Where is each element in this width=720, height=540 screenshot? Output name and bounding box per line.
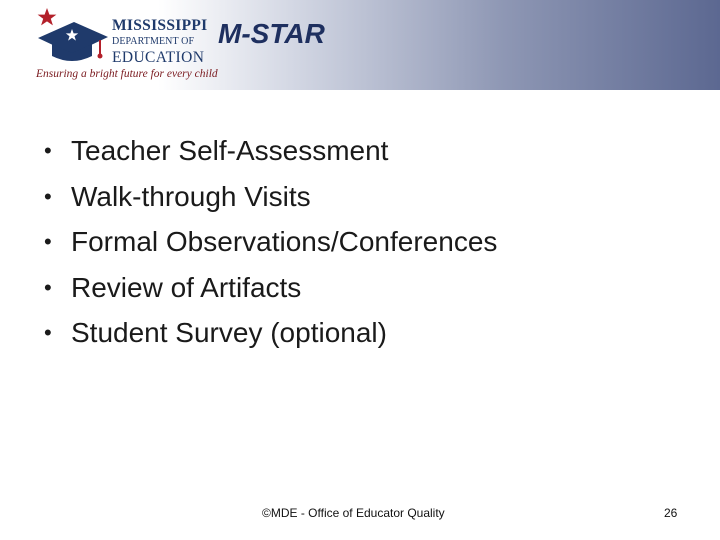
- bullet-dot: •: [44, 183, 52, 209]
- logo-line-mississippi: MISSISSIPPI: [112, 17, 208, 34]
- bullet-item: [40, 221, 497, 267]
- footer-copyright: ©MDE - Office of Educator Quality: [262, 506, 445, 520]
- bullet-text: Walk-through Visits: [71, 180, 311, 212]
- bullet-dot: •: [44, 274, 52, 300]
- bullet-text: Review of Artifacts: [71, 271, 302, 303]
- logo-line-education: EDUCATION: [112, 49, 205, 66]
- page-number: 26: [664, 506, 678, 520]
- bullet-dot: •: [44, 320, 52, 345]
- logo-line-department-of: DEPARTMENT OF: [112, 36, 195, 47]
- bullet-list: [40, 130, 497, 358]
- bullet-item: [40, 176, 497, 222]
- bullet-dot: •: [44, 138, 52, 163]
- bullet-item: [40, 312, 497, 358]
- mde-logo: [30, 2, 218, 88]
- slide-title: M-STAR: [218, 18, 325, 49]
- bullet-dot: •: [44, 229, 52, 254]
- bullet-item: [40, 267, 497, 313]
- bullet-text: Teacher Self-Assessment: [71, 135, 389, 166]
- graduation-cap-star-icon: [30, 2, 114, 68]
- bullet-text: Formal Observations/Conferences: [71, 226, 498, 257]
- bullet-text: Student Survey (optional): [71, 317, 387, 348]
- logo-tagline: Ensuring a bright future for every child: [36, 68, 218, 80]
- bullet-item: [40, 130, 497, 176]
